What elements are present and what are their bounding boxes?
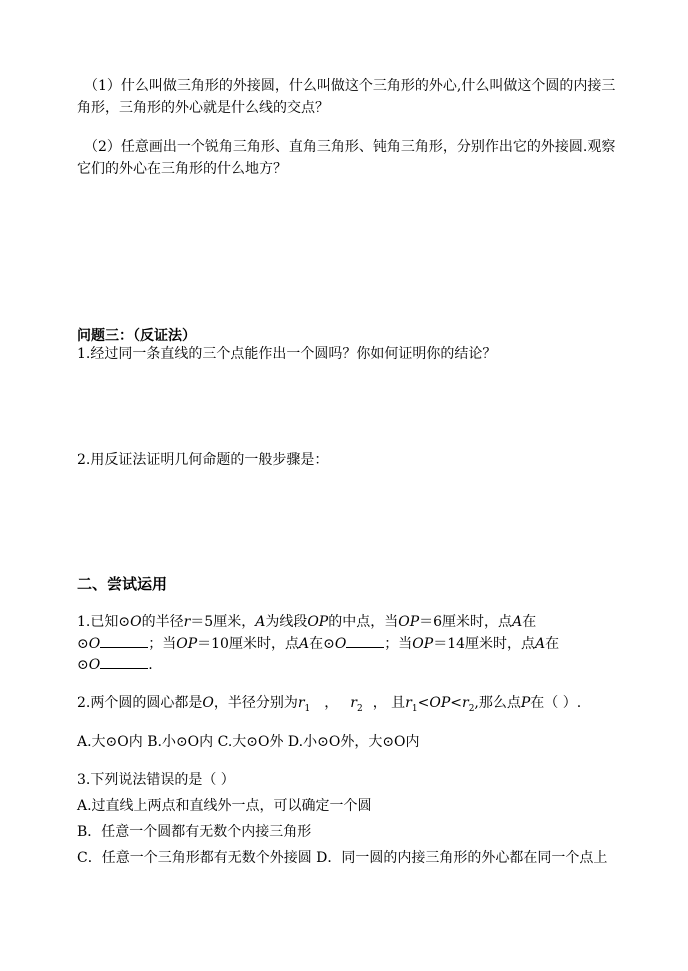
var-r: r: [461, 695, 469, 711]
text: ；当: [148, 636, 177, 652]
answer-blank-3[interactable]: [100, 654, 148, 669]
question-1-line-2: 角形，三角形的外心就是什么线的交点？: [77, 100, 329, 116]
text: ⊙: [77, 657, 89, 673]
text: ＝6厘米时，点: [419, 614, 513, 630]
problem-3-item-2: 2.用反证法证明几何命题的一般步骤是：: [77, 452, 329, 468]
section-heading: 二、尝试运用: [77, 575, 168, 593]
text: ， 且: [372, 695, 406, 711]
text: 的半径: [141, 614, 184, 630]
text: 的中点，当: [328, 614, 399, 630]
text: .: [148, 657, 153, 673]
text: 在（ ）.: [530, 695, 582, 711]
text: ＝5厘米，: [190, 614, 256, 630]
text: ；当: [384, 636, 413, 652]
answer-blank-1[interactable]: [100, 633, 148, 648]
text: 1.已知⊙: [77, 614, 131, 630]
var-r: r: [183, 614, 191, 630]
exercise-2-options: A.大⊙O内 B.小⊙O内 C.大⊙O外 D.小⊙O外，大⊙O内: [77, 734, 420, 750]
text: ＝10厘米时，点: [197, 636, 299, 652]
text: 2.两个圆的圆心都是: [77, 695, 203, 711]
subscript: 2: [468, 703, 475, 714]
text: <: [417, 695, 430, 711]
exercise-1-line-2: [77, 633, 559, 654]
var-a: A: [512, 614, 523, 630]
exercise-3-stem: 3.下列说法错误的是（ ）: [77, 772, 235, 788]
exercise-3-option-b: B．任意一个圆都有无数个内接三角形: [77, 824, 312, 840]
subscript: 1: [411, 703, 418, 714]
exercise-3-option-a: A.过直线上两点和直线外一点，可以确定一个圆: [77, 798, 372, 814]
answer-blank-2[interactable]: [346, 633, 384, 648]
var-op: OP: [307, 614, 329, 630]
var-op: OP: [412, 636, 434, 652]
var-r: r: [350, 695, 357, 711]
question-1-line-1: （1）什么叫做三角形的外接圆，什么叫做这个三角形的外心,什么叫做这个圆的内接三: [84, 78, 616, 94]
text: 在: [545, 636, 560, 652]
text: 在⊙: [309, 636, 335, 652]
exercise-3-option-c-d: C．任意一个三角形都有无数个外接圆 D．同一圆的内接三角形的外心都在同一个点上: [77, 850, 608, 866]
subscript: 1: [304, 703, 311, 714]
text: 在: [522, 614, 537, 630]
var-op: OP: [429, 695, 451, 711]
exercise-2-stem: [77, 693, 581, 719]
text: ，: [324, 695, 339, 711]
var-o: O: [202, 695, 214, 711]
var-o: O: [334, 636, 347, 652]
var-op: OP: [176, 636, 198, 652]
subscript: 2: [356, 703, 363, 714]
question-2-line-2: 它们的外心在三角形的什么地方？: [77, 161, 287, 177]
var-o: O: [88, 636, 101, 652]
question-2-line-1: （2）任意画出一个锐角三角形、直角三角形、钝角三角形，分别作出它的外接圆.观察: [84, 139, 616, 155]
var-r: r: [297, 695, 305, 711]
var-o: O: [130, 614, 142, 630]
var-op: OP: [398, 614, 420, 630]
text: ,那么点: [474, 695, 521, 711]
text: <: [450, 695, 462, 711]
text: 为线段: [265, 614, 308, 630]
problem-3-title: 问题三：（反证法）: [77, 328, 196, 344]
var-a: A: [298, 636, 310, 652]
text: ＝14厘米时，点: [433, 636, 536, 652]
problem-3-item-1: 1.经过同一条直线的三个点能作出一个圆吗？你如何证明你的结论？: [77, 346, 497, 362]
text: ⊙: [77, 636, 89, 652]
var-a: A: [535, 636, 546, 652]
var-p: P: [520, 695, 531, 711]
exercise-1-line-1: [77, 612, 536, 632]
text: ，半径分别为: [213, 695, 298, 711]
var-o: O: [88, 657, 101, 673]
var-r: r: [405, 695, 412, 711]
var-a: A: [255, 614, 266, 630]
exercise-1-line-3: [77, 654, 153, 675]
